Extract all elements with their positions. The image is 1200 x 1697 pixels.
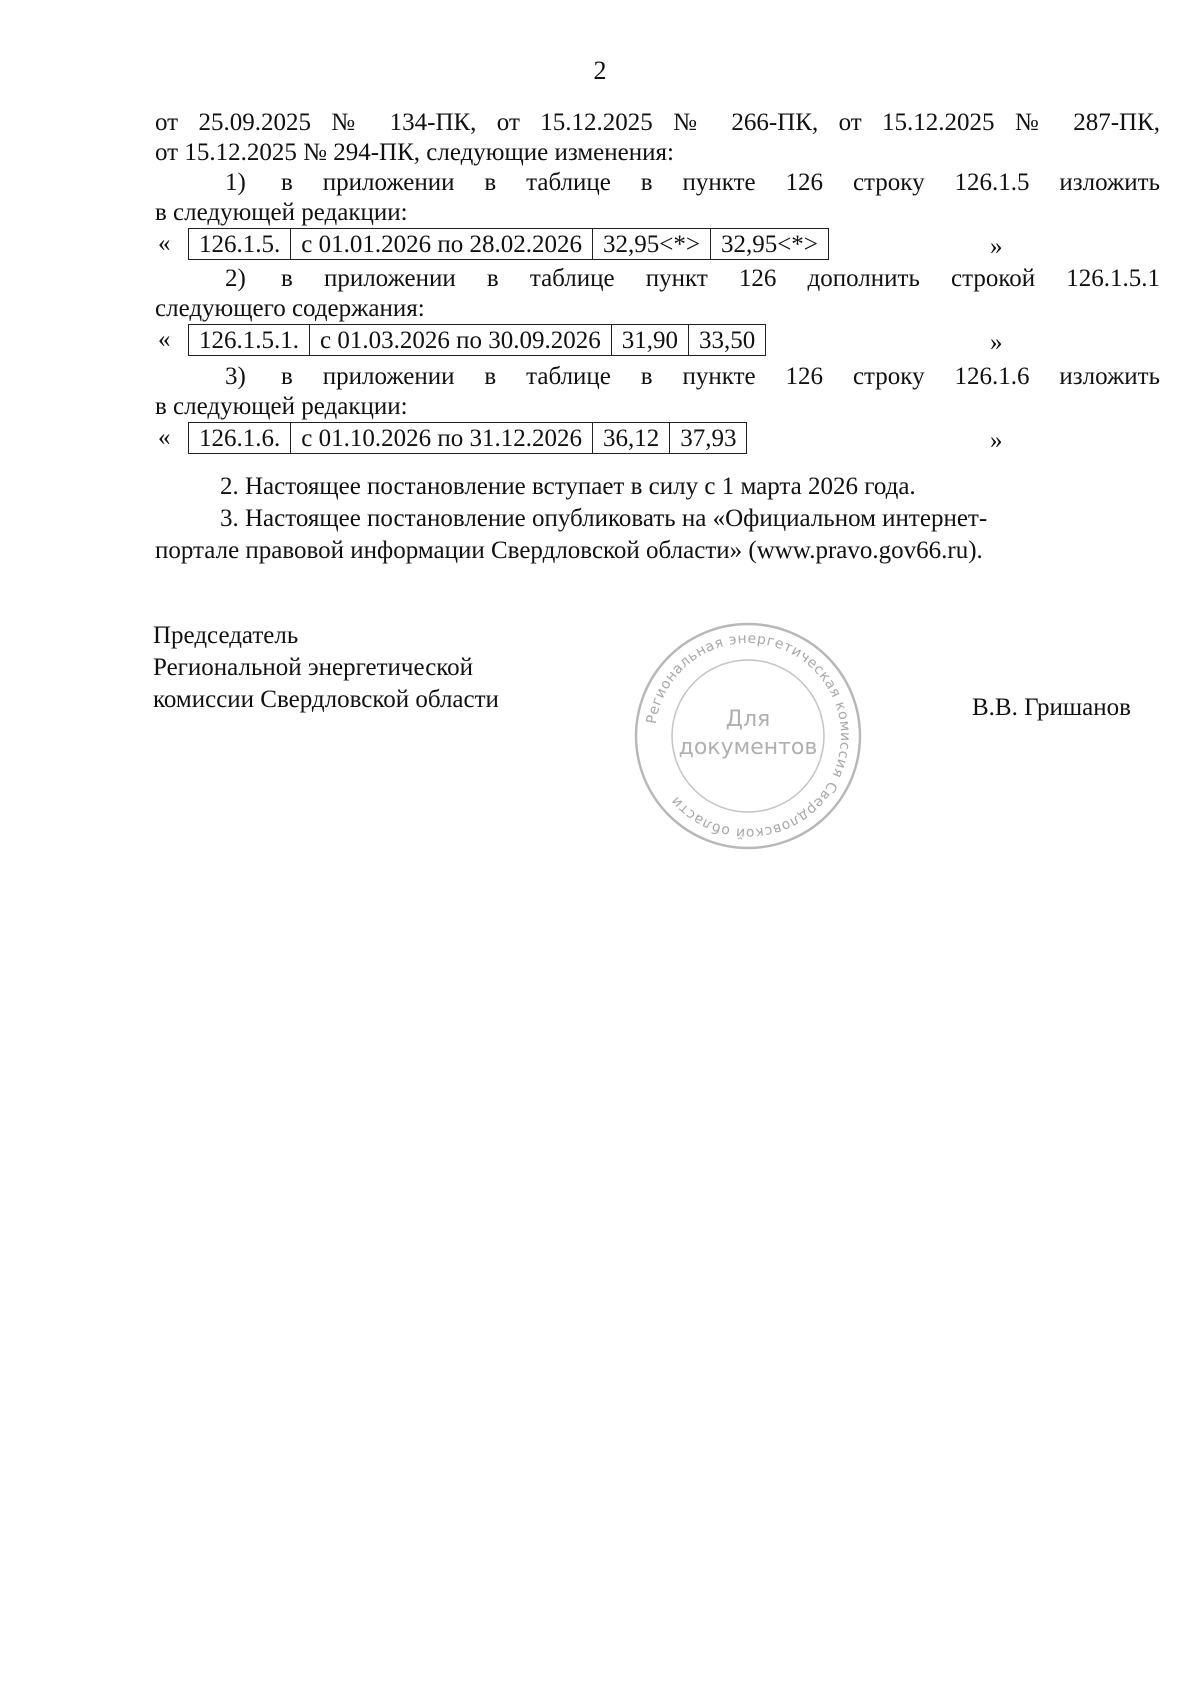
signatory-title xyxy=(153,620,499,716)
intro-line-1: от 25.09.2025 № 134-ПК, от 15.12.2025 № 266-ПК, от 15.12.2025 № 287-ПК, xyxy=(155,109,1160,136)
stamp-center-line-2: документов xyxy=(678,735,818,760)
row-code: 126.1.6. xyxy=(189,423,291,454)
signatory-title-line-2: Региональной энергетической xyxy=(153,654,474,681)
close-quote: » xyxy=(990,329,1003,356)
item-2-number: 2) xyxy=(225,265,246,292)
row-code: 126.1.5. xyxy=(189,229,291,260)
signatory-title-line-1: Председатель xyxy=(153,622,299,649)
row-code: 126.1.5.1. xyxy=(189,325,310,356)
row-period: с 01.10.2026 по 31.12.2026 xyxy=(291,423,593,454)
item-3-line-2: в следующей редакции: xyxy=(155,393,408,420)
row-value-2: 32,95<*> xyxy=(710,229,828,260)
item-3-text: в приложении в таблице в пункте 126 строку 126.1.6 изложить xyxy=(281,363,1160,390)
official-stamp xyxy=(632,620,864,852)
row-period: с 01.03.2026 по 30.09.2026 xyxy=(310,325,612,356)
open-quote: « xyxy=(158,230,171,257)
paragraph-3-line-2: портале правовой информации Свердловской области» (www.pravo.gov66.ru). xyxy=(155,537,983,564)
row-value-2: 37,93 xyxy=(670,423,747,454)
item-2-line-1 xyxy=(155,264,1160,294)
item-1-number: 1) xyxy=(225,169,246,196)
item-1-text: в приложении в таблице в пункте 126 строку 126.1.5 изложить xyxy=(281,169,1160,196)
open-quote: « xyxy=(158,424,171,451)
item-3-number: 3) xyxy=(225,363,246,390)
page-number: 2 xyxy=(593,56,607,85)
close-quote: » xyxy=(990,427,1003,454)
intro-line-2: от 15.12.2025 № 294-ПК, следующие изменения: xyxy=(155,139,674,166)
row-value-1: 31,90 xyxy=(611,325,688,356)
stamp-center-line-1: Для xyxy=(725,707,771,732)
amendment-table-2 xyxy=(188,324,766,356)
close-quote: » xyxy=(990,233,1003,260)
paragraph-2: 2. Настоящее постановление вступает в силу с 1 марта 2026 года. xyxy=(220,473,916,500)
item-1-line-2: в следующей редакции: xyxy=(155,199,408,226)
row-value-1: 32,95<*> xyxy=(592,229,710,260)
row-period: с 01.01.2026 по 28.02.2026 xyxy=(291,229,593,260)
item-1-line-1 xyxy=(155,168,1160,198)
row-value-1: 36,12 xyxy=(592,423,669,454)
signatory-name: В.В. Гришанов xyxy=(972,694,1131,721)
amendment-table-1 xyxy=(188,228,829,260)
item-2-text: в приложении в таблице пункт 126 дополнить строкой 126.1.5.1 xyxy=(281,265,1160,292)
open-quote: « xyxy=(158,326,171,353)
row-value-2: 33,50 xyxy=(688,325,765,356)
item-2-line-2: следующего содержания: xyxy=(155,295,425,322)
amendment-table-3 xyxy=(188,422,747,454)
paragraph-3-line-1: 3. Настоящее постановление опубликовать на «Официальном интернет- xyxy=(220,505,988,532)
signatory-title-line-3: комиссии Свердловской области xyxy=(153,686,499,713)
item-3-line-1 xyxy=(155,362,1160,392)
stamp-ring-textpath: Региональная энергетическая комиссия Свердловской области xyxy=(643,630,854,842)
